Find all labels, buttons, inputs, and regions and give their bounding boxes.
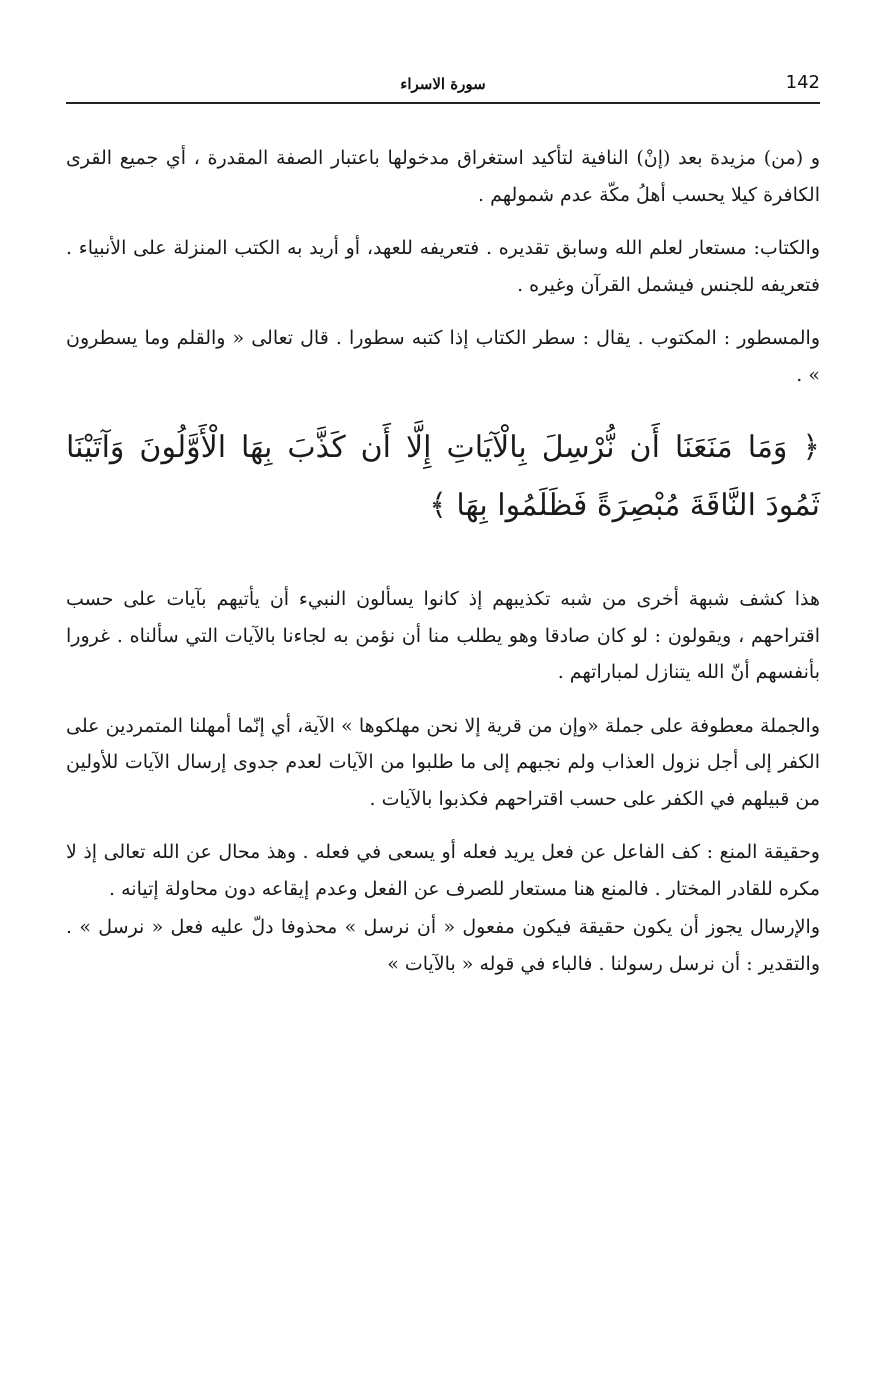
paragraph-mastur-definition: والمسطور : المكتوب . يقال : سطر الكتاب إذا كتبه سطورا . قال تعالى « والقلم وما يسطرون » . (66, 327, 820, 386)
page-number: 142 (785, 72, 820, 93)
paragraph-min-explanation: و (من) مزيدة بعد (إنْ) النافية لتأكيد استغراق مدخولها باعتبار الصفة المقدرة ، أي جميع القرى الكافرة كيلا يحسب أهلُ مكّة عدم شمولهم . (66, 147, 820, 206)
paragraph-meaning-of-prevention: وحقيقة المنع : كف الفاعل عن فعل يريد فعله أو يسعى في فعله . وهذ محال عن الله تعالى إذ لا مكره للقادر المختار . فالمنع هنا مستعار للصرف عن الفعل وعدم إيقاعه دون محاولة إتيانه . (66, 841, 820, 900)
paragraph-verse-commentary: هذا كشف شبهة أخرى من شبه تكذيبهم إذ كانوا يسألون النبيء أن يأتيهم بآيات على حسب اقتراحهم ، ويقولون : لو كان صادقا وهو يطلب منا أن نؤمن به لجاءنا بالآيات التي سألناه . غرورا بأنفسهم أنّ الله يتنازل لمباراتهم . (66, 588, 820, 683)
paragraph-sentence-conjunction: والجملة معطوفة على جملة «وإن من قرية إلا نحن مهلكوها » الآية، أي إنّما أمهلنا المتمردين على الكفر إلى أجل نزول العذاب ولم نجبهم إلى ما طلبوا من الآيات لعدم جدوى إرسال الآيات للأولين من قبيلهم في الكفر على حسب اقتراحهم فكذبوا بالآيات . (66, 714, 820, 810)
paragraph-kitab-definition: والكتاب: مستعار لعلم الله وسابق تقديره . فتعريفه للعهد، أو أريد به الكتب المنزلة على الأنبياء . فتعريفه للجنس فيشمل القرآن وغيره . (66, 237, 820, 296)
page-body (66, 140, 820, 999)
paragraph-sending-meaning: والإرسال يجوز أن يكون حقيقة فيكون مفعول « أن نرسل » محذوفا دلّ عليه فعل « نرسل » . والتقدير : أن نرسل رسولنا . فالباء في قوله « بالآيات » (66, 916, 820, 975)
quran-verse: ﴿ وَمَا مَنَعَنَا أَن نُّرْسِلَ بِالْآيَاتِ إِلَّا أَن كَذَّبَ بِهَا الْأَوَّلُونَ وَآتَيْنَا ثَمُودَ النَّاقَةَ مُبْصِرَةً فَظَلَمُوا بِهَا ﴾ (66, 430, 820, 523)
page-header (66, 68, 820, 104)
running-title: سورة الاسراء (400, 75, 486, 93)
